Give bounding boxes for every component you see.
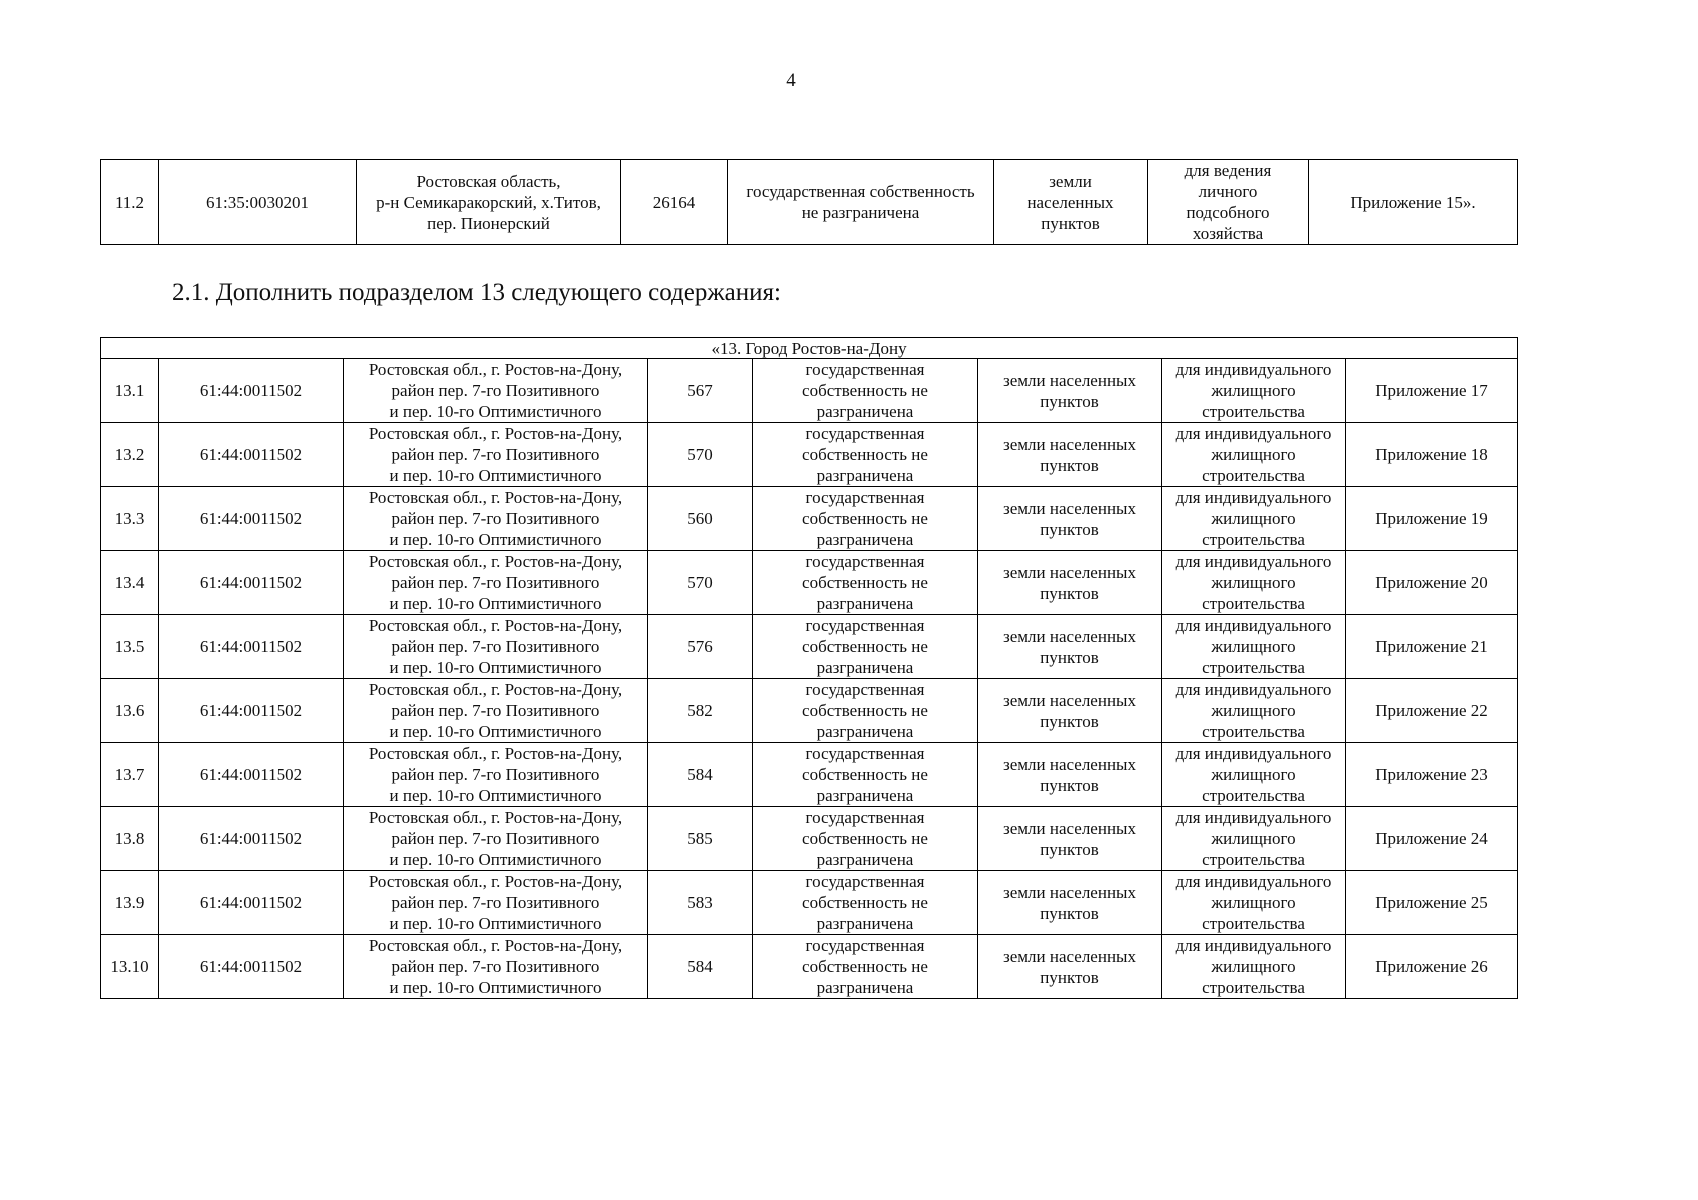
land-category-cell: земли населенных пунктов [978,807,1162,871]
permitted-use-cell: для индивидуального жилищного строительства [1162,359,1346,423]
address-cell: Ростовская обл., г. Ростов-на-Дону, район пер. 7-го Позитивного и пер. 10-го Оптимистичного [344,935,648,999]
appendix-ref-cell: Приложение 20 [1346,551,1518,615]
table-row [101,743,1518,807]
address-cell: Ростовская обл., г. Ростов-на-Дону, район пер. 7-го Позитивного и пер. 10-го Оптимистичного [344,807,648,871]
ownership-form-cell: государственная собственность не разграничена [753,487,978,551]
permitted-use-cell: для индивидуального жилищного строительства [1162,679,1346,743]
address-cell: Ростовская обл., г. Ростов-на-Дону, район пер. 7-го Позитивного и пер. 10-го Оптимистичного [344,487,648,551]
table-row [101,487,1518,551]
permitted-use-cell: для индивидуального жилищного строительства [1162,935,1346,999]
ownership-form-cell: государственная собственность не разграничена [753,743,978,807]
area-cell: 560 [648,487,753,551]
address-cell: Ростовская обл., г. Ростов-на-Дону, район пер. 7-го Позитивного и пер. 10-го Оптимистичного [344,871,648,935]
permitted-use-cell: для индивидуального жилищного строительства [1162,871,1346,935]
ownership-form-cell: государственная собственность не разграничена [753,615,978,679]
appendix-ref-cell: Приложение 22 [1346,679,1518,743]
cadastral-quarter-cell: 61:44:0011502 [159,807,344,871]
land-category-cell: земли населенных пунктов [994,160,1148,245]
cadastral-quarter-cell: 61:44:0011502 [159,743,344,807]
cadastral-quarter-cell: 61:44:0011502 [159,359,344,423]
permitted-use-cell: для индивидуального жилищного строительства [1162,423,1346,487]
land-category-cell: земли населенных пунктов [978,615,1162,679]
ownership-form-cell: государственная собственность не разграничена [728,160,994,245]
permitted-use-cell: для индивидуального жилищного строительства [1162,487,1346,551]
section-title: «13. Город Ростов-на-Дону [101,338,1518,359]
row-number-cell: 13.8 [101,807,159,871]
row-number-cell: 13.9 [101,871,159,935]
row-number-cell: 13.1 [101,359,159,423]
area-cell: 26164 [621,160,728,245]
ownership-form-cell: государственная собственность не разграничена [753,807,978,871]
land-category-cell: земли населенных пунктов [978,871,1162,935]
area-cell: 582 [648,679,753,743]
ownership-form-cell: государственная собственность не разграничена [753,871,978,935]
address-cell: Ростовская обл., г. Ростов-на-Дону, район пер. 7-го Позитивного и пер. 10-го Оптимистичного [344,615,648,679]
permitted-use-cell: для ведения личного подсобного хозяйства [1148,160,1309,245]
land-category-cell: земли населенных пунктов [978,679,1162,743]
row-number-cell: 13.10 [101,935,159,999]
cadastral-quarter-cell: 61:44:0011502 [159,871,344,935]
table-row [101,871,1518,935]
land-category-cell: земли населенных пунктов [978,551,1162,615]
section-header-row [101,338,1518,359]
table-row [101,423,1518,487]
address-cell: Ростовская область, р-н Семикаракорский, х.Титов, пер. Пионерский [357,160,621,245]
appendix-ref-cell: Приложение 24 [1346,807,1518,871]
area-cell: 584 [648,743,753,807]
row-number-cell: 13.2 [101,423,159,487]
cadastral-quarter-cell: 61:35:0030201 [159,160,357,245]
cadastral-quarter-cell: 61:44:0011502 [159,615,344,679]
land-category-cell: земли населенных пунктов [978,743,1162,807]
table-row [101,160,1518,245]
appendix-ref-cell: Приложение 23 [1346,743,1518,807]
page-number: 4 [786,70,796,91]
table-row [101,551,1518,615]
table-row [101,807,1518,871]
ownership-form-cell: государственная собственность не разграничена [753,423,978,487]
address-cell: Ростовская обл., г. Ростов-на-Дону, район пер. 7-го Позитивного и пер. 10-го Оптимистичного [344,359,648,423]
permitted-use-cell: для индивидуального жилищного строительства [1162,743,1346,807]
area-cell: 584 [648,935,753,999]
appendix-ref-cell: Приложение 21 [1346,615,1518,679]
table-subsection-13 [100,337,1518,999]
appendix-ref-cell: Приложение 19 [1346,487,1518,551]
cadastral-quarter-cell: 61:44:0011502 [159,679,344,743]
ownership-form-cell: государственная собственность не разграничена [753,359,978,423]
address-cell: Ростовская обл., г. Ростов-на-Дону, район пер. 7-го Позитивного и пер. 10-го Оптимистичного [344,551,648,615]
cadastral-quarter-cell: 61:44:0011502 [159,551,344,615]
appendix-ref-cell: Приложение 26 [1346,935,1518,999]
permitted-use-cell: для индивидуального жилищного строительства [1162,551,1346,615]
appendix-ref-cell: Приложение 17 [1346,359,1518,423]
row-number-cell: 11.2 [101,160,159,245]
address-cell: Ростовская обл., г. Ростов-на-Дону, район пер. 7-го Позитивного и пер. 10-го Оптимистичного [344,423,648,487]
ownership-form-cell: государственная собственность не разграничена [753,679,978,743]
cadastral-quarter-cell: 61:44:0011502 [159,487,344,551]
table-subsection-11 [100,159,1518,245]
area-cell: 576 [648,615,753,679]
address-cell: Ростовская обл., г. Ростов-на-Дону, район пер. 7-го Позитивного и пер. 10-го Оптимистичного [344,743,648,807]
table-row [101,615,1518,679]
area-cell: 570 [648,551,753,615]
ownership-form-cell: государственная собственность не разграничена [753,551,978,615]
row-number-cell: 13.7 [101,743,159,807]
section-heading: 2.1. Дополнить подразделом 13 следующего содержания: [172,279,781,306]
row-number-cell: 13.3 [101,487,159,551]
table-row [101,935,1518,999]
table-row [101,679,1518,743]
cadastral-quarter-cell: 61:44:0011502 [159,423,344,487]
cadastral-quarter-cell: 61:44:0011502 [159,935,344,999]
area-cell: 567 [648,359,753,423]
row-number-cell: 13.4 [101,551,159,615]
appendix-ref-cell: Приложение 15». [1309,160,1518,245]
row-number-cell: 13.5 [101,615,159,679]
area-cell: 583 [648,871,753,935]
area-cell: 570 [648,423,753,487]
appendix-ref-cell: Приложение 25 [1346,871,1518,935]
land-category-cell: земли населенных пунктов [978,935,1162,999]
permitted-use-cell: для индивидуального жилищного строительства [1162,615,1346,679]
land-category-cell: земли населенных пунктов [978,423,1162,487]
table-row [101,359,1518,423]
land-category-cell: земли населенных пунктов [978,487,1162,551]
permitted-use-cell: для индивидуального жилищного строительства [1162,807,1346,871]
row-number-cell: 13.6 [101,679,159,743]
area-cell: 585 [648,807,753,871]
ownership-form-cell: государственная собственность не разграничена [753,935,978,999]
appendix-ref-cell: Приложение 18 [1346,423,1518,487]
address-cell: Ростовская обл., г. Ростов-на-Дону, район пер. 7-го Позитивного и пер. 10-го Оптимистичного [344,679,648,743]
land-category-cell: земли населенных пунктов [978,359,1162,423]
